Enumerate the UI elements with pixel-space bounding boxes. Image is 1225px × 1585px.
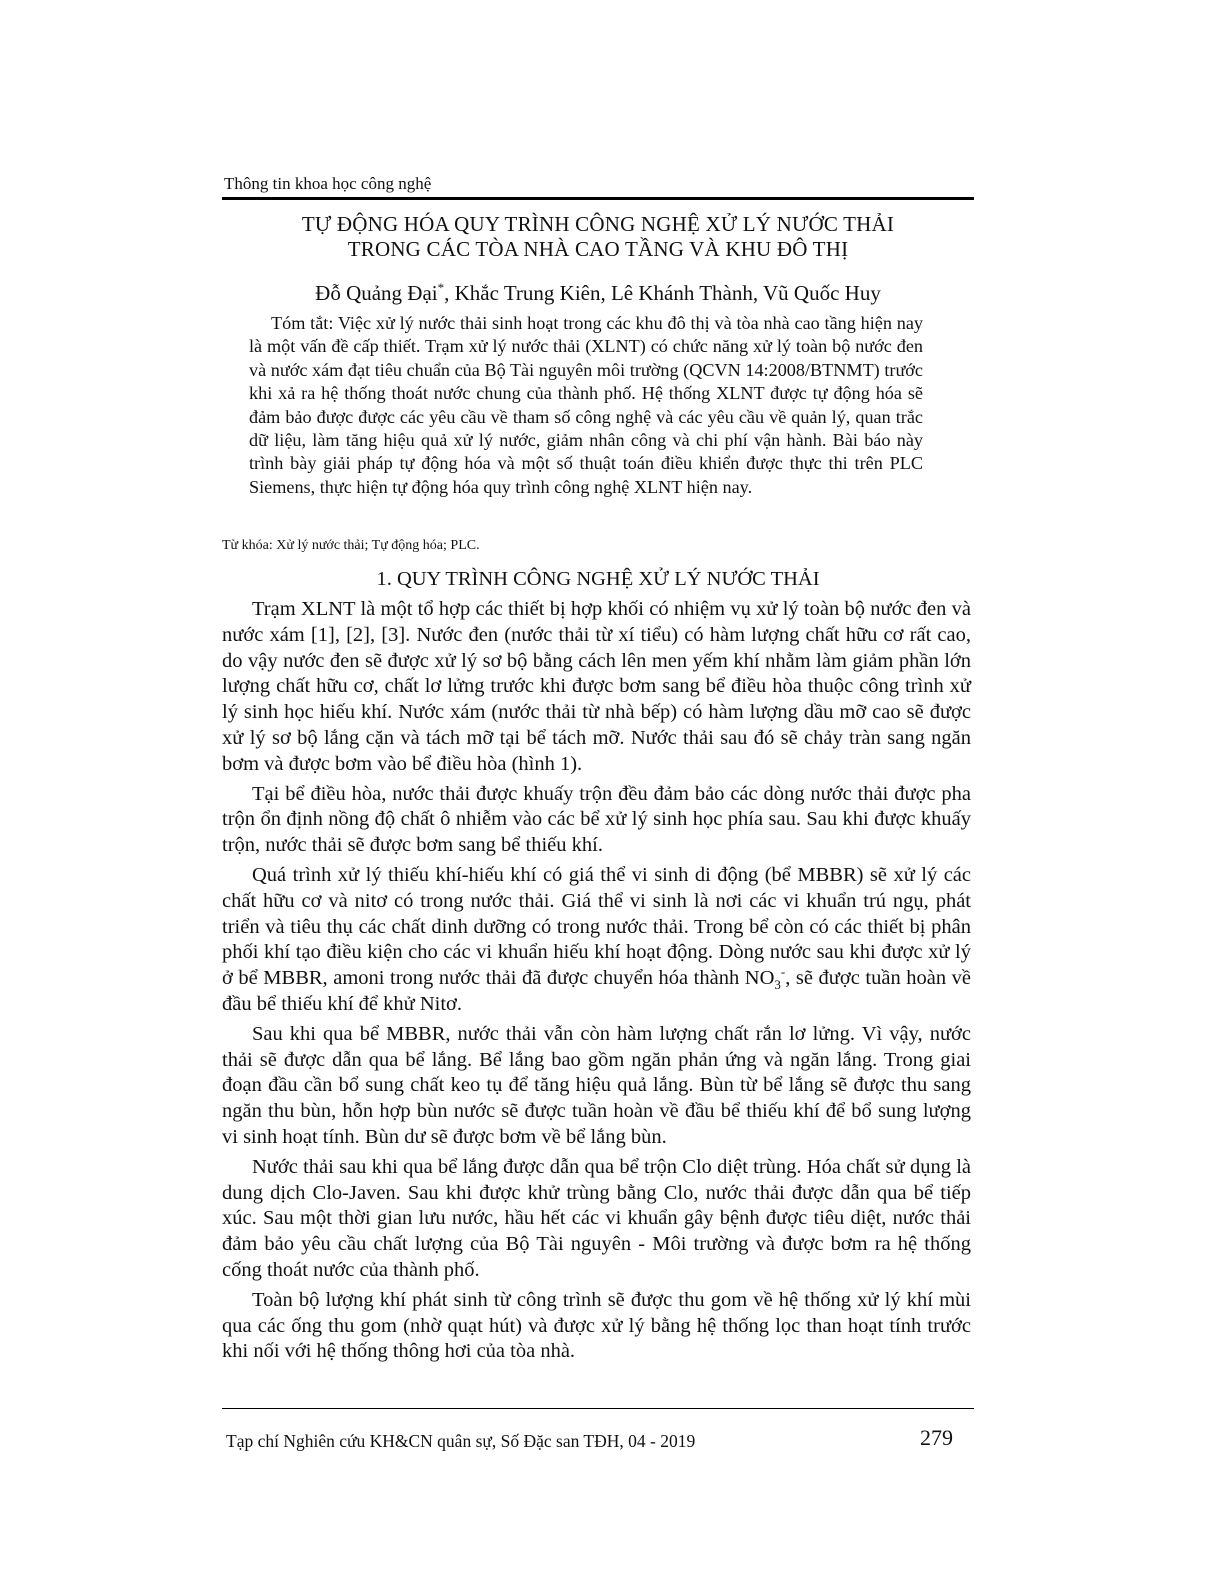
section-body <box>222 597 971 1365</box>
corresponding-author-mark: * <box>437 280 445 295</box>
title-line-1: TỰ ĐỘNG HÓA QUY TRÌNH CÔNG NGHỆ XỬ LÝ NƯỚC THẢI <box>301 212 895 236</box>
abstract: Tóm tắt: Việc xử lý nước thải sinh hoạt trong các khu đô thị và tòa nhà cao tầng hiện nay là một vấn đề cấp thiết. Trạm xử lý nước thải (XLNT) có chức năng xử lý toàn bộ nước đen và nước xám đạt tiêu chuẩn của Bộ Tài nguyên môi trường (QCVN 14:2008/BTNMT) trước khi xả ra hệ thống thoát nước chung của thành phố. Hệ thống XLNT được tự động hóa sẽ đảm bảo được được các yêu cầu về tham số công nghệ và các yêu cầu về quản lý, quan trắc dữ liệu, làm tăng hiệu quả xử lý nước, giảm nhân công và chi phí vận hành. Bài báo này trình bày giải pháp tự động hóa và một số thuật toán điều khiển được thực thi trên PLC Siemens, thực hiện tự động hóa quy trình công nghệ XLNT hiện nay. <box>249 313 923 497</box>
article-title <box>222 212 974 262</box>
title-line-2: TRONG CÁC TÒA NHÀ CAO TẦNG VÀ KHU ĐÔ THỊ <box>347 237 849 261</box>
author-rest: , Khắc Trung Kiên, Lê Khánh Thành, Vũ Quốc Huy <box>444 281 881 305</box>
section-heading: 1. QUY TRÌNH CÔNG NGHỆ XỬ LÝ NƯỚC THẢI <box>376 568 820 590</box>
journal-citation: Tạp chí Nghiên cứu KH&CN quân sự, Số Đặc san TĐH, 04 - 2019 <box>226 1431 696 1451</box>
paragraph-text: , sẽ được tuần hoàn về đầu bể thiếu khí để khử Nitơ. <box>222 967 972 1015</box>
author-first: Đỗ Quảng Đại <box>315 281 438 305</box>
subscript: 3 <box>774 977 781 993</box>
paragraph-text: Quá trình xử lý thiếu khí-hiếu khí có giá thể vi sinh di động (bể MBBR) sẽ xử lý các chất hữu cơ và nitơ có trong nước thải. Giá thể vi sinh là nơi các vi khuẩn trú ngụ, phát triển và tiêu thụ các chất dinh dưỡng có trong nước thải. Trong bể còn có các thiết bị phân phối khí tạo điều kiện cho các vi khuẩn hiếu khí hoạt động. Dòng nước sau khi được xử lý ở bể MBBR, amoni trong nước thải đã được chuyển hóa thành NO <box>222 863 971 990</box>
paragraph: Trạm XLNT là một tổ hợp các thiết bị hợp khối có nhiệm vụ xử lý toàn bộ nước đen và nước xám [1], [2], [3]. Nước đen (nước thải từ xí tiểu) có hàm lượng chất hữu cơ rất cao, do vậy nước đen sẽ được xử lý sơ bộ bằng cách lên men yếm khí nhằm làm giảm phần lớn lượng chất hữu cơ, chất lơ lửng trước khi được bơm sang bể điều hòa thuộc công trình xử lý sinh học hiếu khí. Nước xám (nước thải từ nhà bếp) có hàm lượng dầu mỡ cao sẽ được xử lý sơ bộ lắng cặn và tách mỡ tại bể tách mỡ. Nước thải sau đó sẽ chảy tràn sang ngăn bơm và được bơm vào bể điều hòa (hình 1). <box>222 598 971 775</box>
footer-rule <box>222 1408 974 1409</box>
running-header: Thông tin khoa học công nghệ <box>224 174 432 193</box>
author-list <box>222 274 974 307</box>
paragraph: Nước thải sau khi qua bể lắng được dẫn qua bể trộn Clo diệt trùng. Hóa chất sử dụng là dung dịch Clo-Javen. Sau khi được khử trùng bằng Clo, nước thải được dẫn qua bể tiếp xúc. Sau một thời gian lưu nước, hầu hết các vi khuẩn gây bệnh được tiêu diệt, nước thải đảm bảo yêu cầu chất lượng của Bộ Tài nguyên - Môi trường và được bơm ra hệ thống cống thoát nước của thành phố. <box>222 1155 971 1281</box>
paragraph: Tại bể điều hòa, nước thải được khuấy trộn đều đảm bảo các dòng nước thải được pha trộn ổn định nồng độ chất ô nhiễm vào các bể xử lý sinh học phía sau. Sau khi được khuấy trộn, nước thải sẽ được bơm sang bể thiếu khí. <box>222 782 971 857</box>
superscript: - <box>780 964 786 980</box>
page-number: 279 <box>920 1425 953 1450</box>
paragraph: Toàn bộ lượng khí phát sinh từ công trình sẽ được thu gom về hệ thống xử lý khí mùi qua các ống thu gom (nhờ quạt hút) và được xử lý bằng hệ thống lọc than hoạt tính trước khi nối với hệ thống thông hơi của tòa nhà. <box>222 1288 971 1363</box>
paragraph <box>222 863 971 1018</box>
header-rule <box>222 197 974 200</box>
paragraph: Sau khi qua bể MBBR, nước thải vẫn còn hàm lượng chất rắn lơ lửng. Vì vậy, nước thải sẽ được dẫn qua bể lắng. Bể lắng bao gồm ngăn phản ứng và ngăn lắng. Trong giai đoạn đầu cần bổ sung chất keo tụ để tăng hiệu quả lắng. Bùn từ bể lắng sẽ được thu sang ngăn thu bùn, hỗn hợp bùn nước sẽ được tuần hoàn về đầu bể thiếu khí để bổ sung lượng vi sinh hoạt tính. Bùn dư sẽ được bơm về bể lắng bùn. <box>222 1022 971 1148</box>
keywords: Từ khóa: Xử lý nước thải; Tự động hóa; PLC. <box>222 538 480 553</box>
